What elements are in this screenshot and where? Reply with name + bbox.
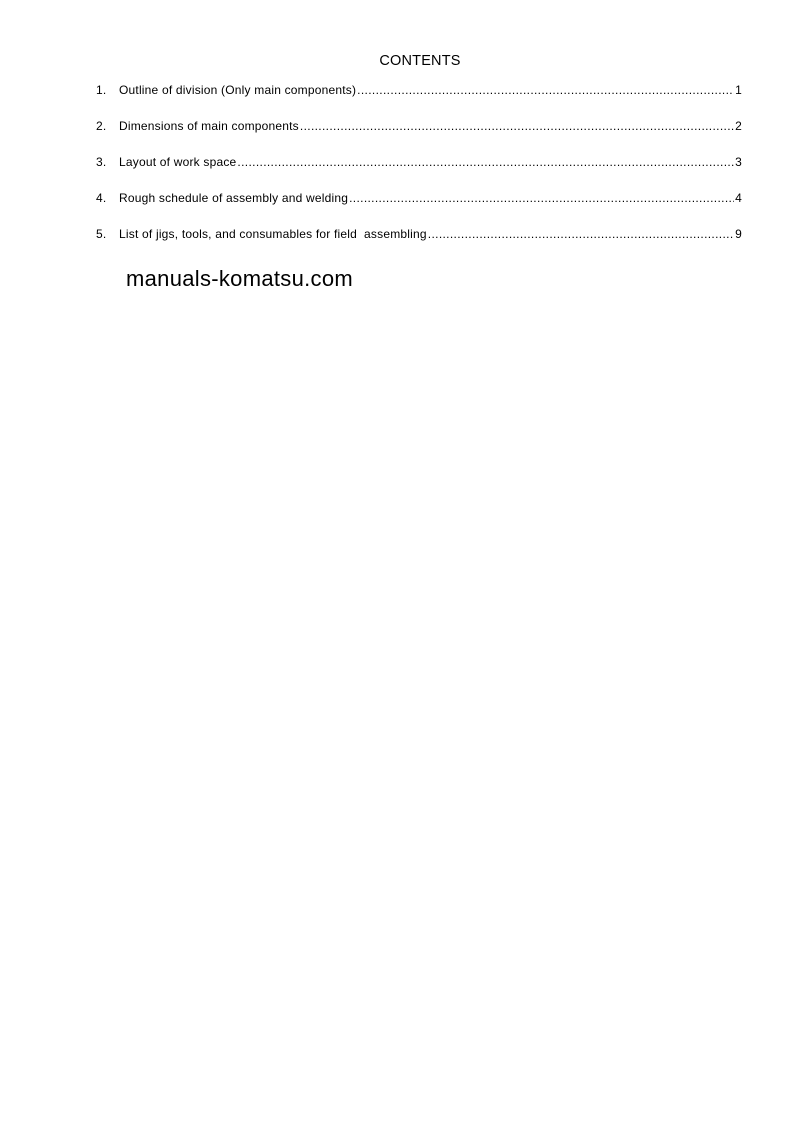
toc-dot-leader xyxy=(357,83,734,97)
toc-entry-page: 4 xyxy=(735,191,742,205)
toc-entry-title: Dimensions of main components xyxy=(119,119,299,133)
toc-entry xyxy=(96,191,742,227)
toc-entry-title: List of jigs, tools, and consumables for field assembling xyxy=(119,227,427,241)
toc-dot-leader xyxy=(237,155,734,169)
toc-entry xyxy=(96,119,742,155)
table-of-contents xyxy=(96,83,742,263)
toc-entry-page: 1 xyxy=(735,83,742,97)
toc-entry xyxy=(96,83,742,119)
toc-entry-title: Rough schedule of assembly and welding xyxy=(119,191,349,205)
toc-entry-page: 3 xyxy=(735,155,742,169)
toc-entry xyxy=(96,155,742,191)
toc-entry xyxy=(96,227,742,263)
toc-entry-number: 1. xyxy=(96,83,107,97)
toc-entry-number: 3. xyxy=(96,155,107,169)
toc-entry-page: 9 xyxy=(735,227,742,241)
toc-entry-number: 5. xyxy=(96,227,107,241)
toc-dot-leader xyxy=(349,191,734,205)
toc-entry-title: Outline of division (Only main components) xyxy=(119,83,357,97)
toc-entry-number: 4. xyxy=(96,191,107,205)
toc-entry-page: 2 xyxy=(735,119,742,133)
toc-dot-leader xyxy=(300,119,734,133)
watermark-text: manuals-komatsu.com xyxy=(126,266,353,291)
page-title: CONTENTS xyxy=(379,53,461,69)
toc-entry-number: 2. xyxy=(96,119,107,133)
toc-entry-title: Layout of work space xyxy=(119,155,237,169)
toc-dot-leader xyxy=(428,227,734,241)
